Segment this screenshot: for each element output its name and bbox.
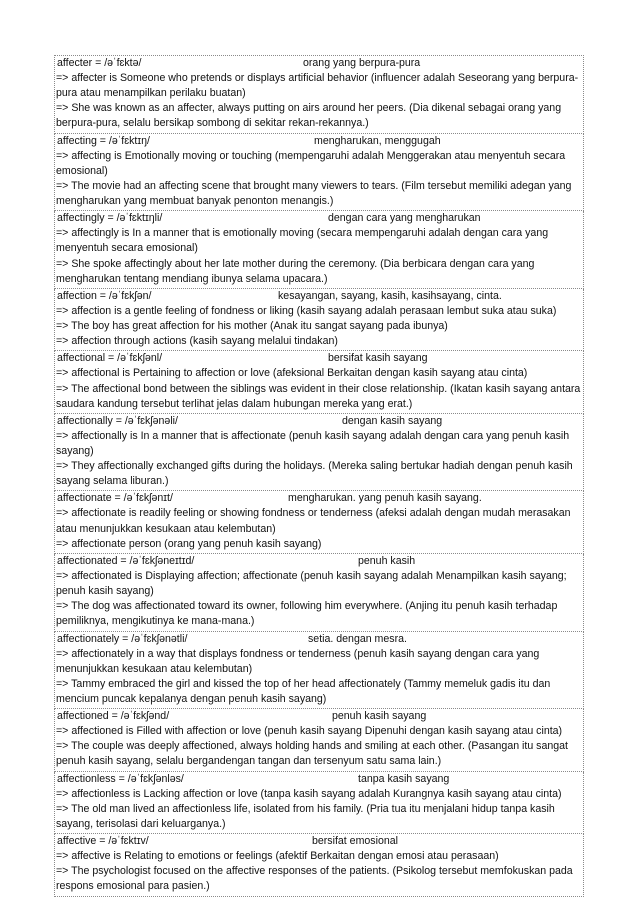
vocabulary-list	[54, 55, 584, 897]
definition-line: => Tammy embraced the girl and kissed the top of her head affectionately (Tammy memeluk gadis itu dan mencium puncak kepalanya dengan penuh kasih sayang)	[56, 677, 551, 705]
translation: penuh kasih	[358, 554, 416, 567]
headword-pronunciation: affectionately = /əˈfɛkʃənətli/	[57, 632, 188, 645]
translation: penuh kasih sayang	[332, 710, 427, 723]
headword-pronunciation: affectionate = /əˈfɛkʃənɪt/	[57, 492, 173, 505]
headword-pronunciation: affecting = /əˈfɛktɪŋ/	[57, 134, 150, 147]
definition-line: => She spoke affectingly about her late mother during the ceremony. (Dia berbicara dengan cara yang mengharukan tentang mendiang ibunya selama upacara.)	[56, 257, 535, 285]
translation: tanpa kasih sayang	[358, 772, 450, 785]
vocabulary-entry	[54, 134, 584, 212]
definition-line: => affectionate person (orang yang penuh kasih sayang)	[56, 537, 322, 550]
entry-header	[56, 834, 583, 849]
headword-pronunciation: affective = /əˈfɛktɪv/	[57, 835, 149, 848]
definition-line: => affectional is Pertaining to affection or love (afeksional Berkaitan dengan kasih sayang atau cinta)	[56, 367, 528, 380]
vocabulary-entry	[54, 772, 584, 834]
definition-line: => The psychologist focused on the affective responses of the patients. (Psikolog tersebut memfokuskan pada respons emosional para pasien.)	[56, 865, 573, 893]
definition-line: => affection through actions (kasih sayang melalui tindakan)	[56, 335, 338, 348]
definition-line: => affectionless is Lacking affection or love (tanpa kasih sayang adalah Kurangnya kasih sayang atau cinta)	[56, 787, 562, 800]
entry-header	[56, 351, 583, 366]
definition-line: => affective is Relating to emotions or feelings (afektif Berkaitan dengan emosi atau perasaan)	[56, 850, 499, 863]
entry-header	[56, 554, 583, 569]
translation: orang yang berpura-pura	[303, 57, 421, 69]
headword-pronunciation: affectingly = /əˈfɛktɪŋli/	[57, 212, 163, 225]
vocabulary-entry	[54, 834, 584, 896]
translation: bersifat emosional	[312, 835, 398, 848]
headword-pronunciation: affectioned = /əˈfɛkʃənd/	[57, 710, 170, 723]
entry-header	[56, 709, 583, 724]
translation: bersifat kasih sayang	[328, 352, 428, 365]
translation: mengharukan, menggugah	[314, 134, 441, 147]
vocabulary-entry	[54, 211, 584, 289]
headword-pronunciation: affectional = /əˈfɛkʃənl/	[57, 352, 163, 365]
definition-line: => The couple was deeply affectioned, always holding hands and smiling at each other. (Pasangan itu sangat penuh kasih sayang, selalu bergandengan tangan dan tersenyum satu sama lain.)	[56, 740, 568, 768]
definition-line: => affectioned is Filled with affection or love (penuh kasih sayang Dipenuhi dengan kasih sayang atau cinta)	[56, 725, 563, 738]
definition-line: => The old man lived an affectionless life, isolated from his family. (Pria tua itu menjalani hidup tanpa kasih sayang, terisolasi dari keluarganya.)	[56, 802, 555, 830]
definition-line: => affectingly is In a manner that is emotionally moving (secara mempengaruhi adalah dengan cara yang menyentuh secara emosional)	[56, 227, 549, 255]
definition-line: => affection is a gentle feeling of fondness or liking (kasih sayang adalah perasaan lembut suka atau suka)	[56, 304, 557, 317]
vocabulary-entry	[54, 554, 584, 632]
entry-header	[56, 289, 583, 304]
definition-line: => affectionate is readily feeling or showing fondness or tenderness (afeksi adalah dengan mudah merasakan atau menunjukkan kesukaan atau kelembutan)	[56, 507, 571, 535]
definition-line: => The affectional bond between the siblings was evident in their close relationship. (Ikatan kasih sayang antara saudara kandung tersebut terlihat jelas dalam hubungan mereka yang erat.)	[56, 382, 581, 410]
entry-header	[56, 491, 583, 506]
definition-line: => The boy has great affection for his mother (Anak itu sangat sayang pada ibunya)	[56, 320, 448, 333]
definition-line: => They affectionally exchanged gifts during the holidays. (Mereka saling bertukar hadiah dengan penuh kasih sayang selama liburan.)	[56, 460, 573, 488]
vocabulary-entry	[54, 55, 584, 134]
vocabulary-entry	[54, 351, 584, 413]
headword-pronunciation: affection = /əˈfɛkʃən/	[57, 289, 152, 302]
definition-line: => The movie had an affecting scene that brought many viewers to tears. (Film tersebut memiliki adegan yang mengharukan yang membuat banyak penonton menangis.)	[56, 179, 572, 208]
vocabulary-entry	[54, 289, 584, 351]
entry-header	[56, 414, 583, 429]
definition-line: => affectionally is In a manner that is affectionate (penuh kasih sayang adalah dengan cara yang penuh kasih sayang)	[56, 429, 570, 457]
translation: setia. dengan mesra.	[308, 632, 407, 645]
translation: dengan cara yang mengharukan	[328, 212, 481, 225]
vocabulary-entry	[54, 414, 584, 492]
definition-line: => affecting is Emotionally moving or touching (mempengaruhi adalah Menggerakan atau menyentuh secara emosional)	[56, 149, 566, 177]
vocabulary-entry	[54, 709, 584, 771]
definition-line: => affectionately in a way that displays fondness or tenderness (penuh kasih sayang dengan cara yang menunjukkan kesukaan atau kelembutan)	[56, 647, 540, 675]
entry-header	[56, 134, 583, 149]
headword-pronunciation: affectionally = /əˈfɛkʃənəli/	[57, 414, 178, 427]
entry-header	[56, 56, 583, 71]
definition-line: => The dog was affectionated toward its owner, following him everywhere. (Anjing itu penuh kasih terhadap pemiliknya, mengikutinya ke mana-mana.)	[56, 600, 558, 628]
definition-line: => She was known as an affecter, always putting on airs around her peers. (Dia dikenal sebagai orang yang berpura-pura, selalu bersikap sombong di sekitar rekan-rekannya.)	[56, 102, 562, 130]
headword-pronunciation: affecter = /əˈfɛktə/	[57, 57, 142, 69]
translation: kesayangan, sayang, kasih, kasihsayang, cinta.	[278, 289, 502, 302]
vocabulary-entry	[54, 491, 584, 553]
entry-header	[56, 772, 583, 787]
entry-header	[56, 632, 583, 647]
entry-header	[56, 211, 583, 226]
definition-line: => affecter is Someone who pretends or displays artificial behavior (influencer adalah Seseorang yang berpura-pura atau menampilkan perilaku buatan)	[56, 72, 579, 100]
translation: mengharukan. yang penuh kasih sayang.	[288, 492, 482, 505]
headword-pronunciation: affectionless = /əˈfɛkʃənləs/	[57, 772, 184, 785]
definition-line: => affectionated is Displaying affection; affectionate (penuh kasih sayang adalah Menampilkan kasih sayang; penuh kasih sayang)	[56, 569, 567, 598]
headword-pronunciation: affectionated = /əˈfɛkʃəneɪtɪd/	[57, 554, 195, 567]
translation: dengan kasih sayang	[342, 414, 443, 427]
vocabulary-entry	[54, 632, 584, 710]
